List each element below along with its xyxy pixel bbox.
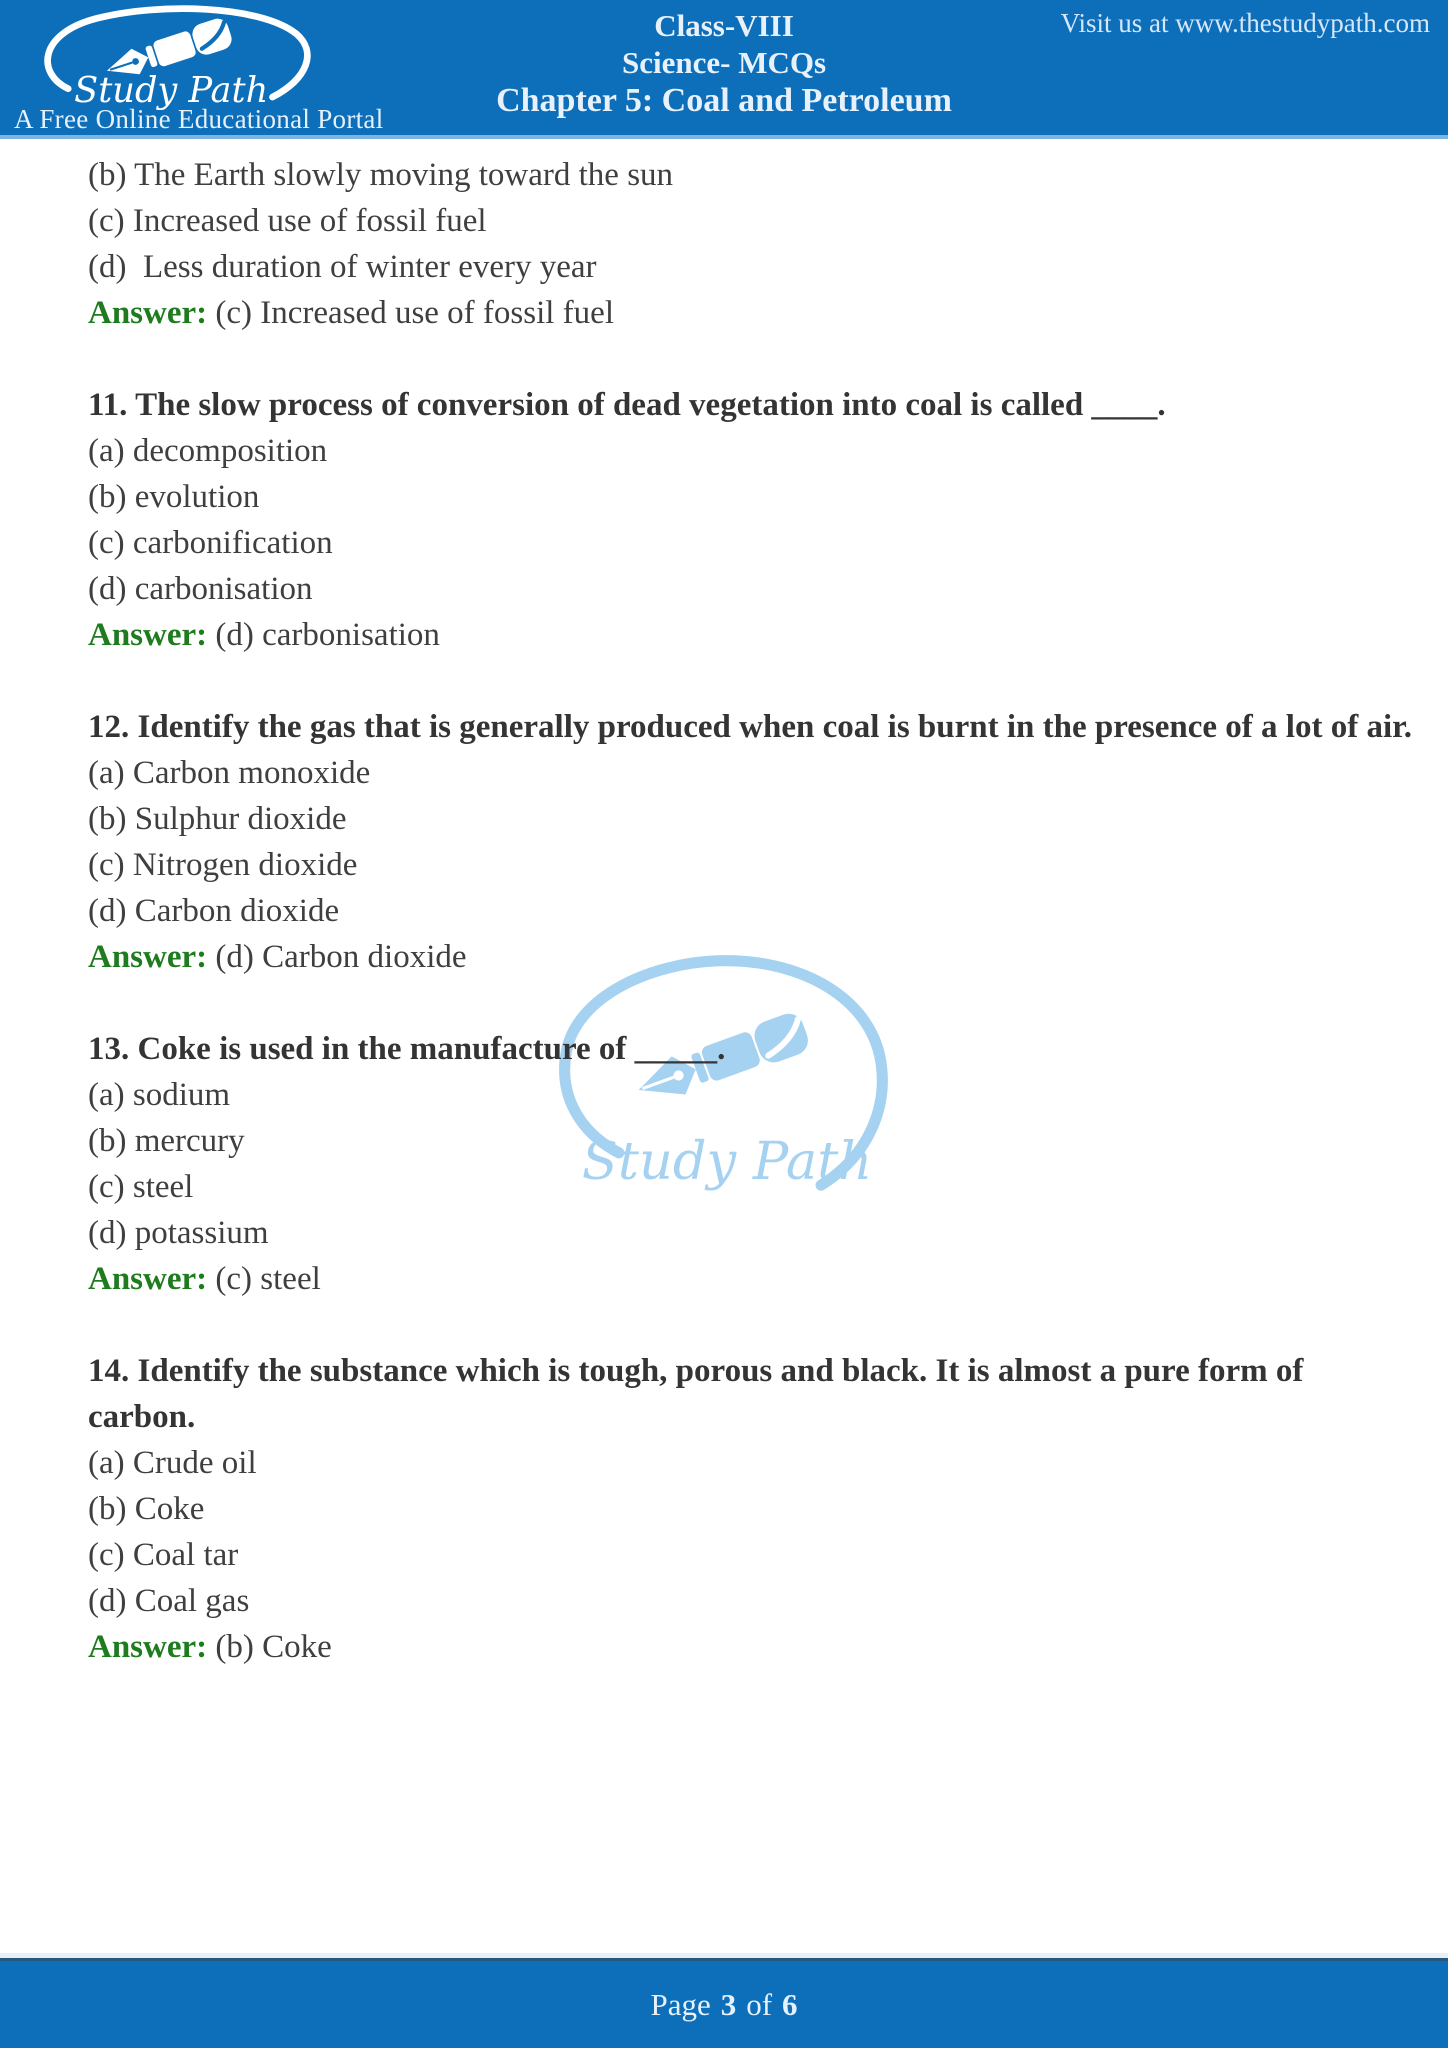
answer-value: (b) Coke [215,1629,332,1665]
answer-value: (c) steel [215,1261,321,1297]
answer-line [88,1624,1413,1670]
question-block [88,1026,1413,1302]
class-title: Class-VIII [654,8,794,43]
option-item: (c) Increased use of fossil fuel [88,203,487,239]
question-text: 14. Identify the substance which is tough, porous and black. It is almost a pure form of carbon. [88,1353,1304,1435]
option-item: (c) carbonification [88,525,333,561]
page-number: 3 [720,1986,737,2022]
of-label: of [746,1986,773,2022]
chapter-title: Chapter 5: Coal and Petroleum [496,82,952,119]
brand-tagline: A Free Online Educational Portal [14,104,384,134]
brand-name: Study Path [74,70,269,112]
answer-line [88,934,1413,980]
option-item: (c) Coal tar [88,1537,239,1573]
document-title [380,7,1068,121]
question-block [88,152,1413,336]
option-item: (d) Less duration of winter every year [88,249,597,285]
subject-title: Science- MCQs [621,45,827,80]
option-item: (b) Sulphur dioxide [88,801,347,837]
question-block [88,704,1413,980]
option-item: (b) mercury [88,1123,245,1159]
option-item: (a) sodium [88,1077,231,1113]
answer-label: Answer: [88,939,208,975]
fountain-pen-icon [16,0,318,113]
answer-line [88,1256,1413,1302]
page-footer [0,1958,1448,2048]
question-text: 11. The slow process of conversion of dead vegetation into coal is called ____. [88,387,1166,423]
answer-value: (c) Increased use of fossil fuel [215,295,614,331]
option-item: (d) Carbon dioxide [88,893,340,929]
total-pages: 6 [782,1986,798,2022]
option-item: (a) Carbon monoxide [88,755,371,791]
question-text: 12. Identify the gas that is generally produced when coal is burnt in the presence of a lot of air. [88,709,1412,745]
page-label: Page [650,1986,711,2022]
answer-value: (d) Carbon dioxide [215,939,467,975]
question-block [88,1348,1413,1670]
option-item: (b) The Earth slowly moving toward the sun [88,157,674,193]
option-item: (b) Coke [88,1491,205,1527]
option-item: (c) steel [88,1169,194,1205]
website-note: Visit us at www.thestudypath.com [1060,8,1430,38]
option-item: (d) potassium [88,1215,269,1251]
option-item: (a) Crude oil [88,1445,257,1481]
watermark-brand: Study Path [581,1131,873,1193]
option-item: (b) evolution [88,479,260,515]
answer-label: Answer: [88,295,208,331]
option-item: (a) decomposition [88,433,328,469]
answer-label: Answer: [88,617,208,653]
option-item: (d) carbonisation [88,571,313,607]
answer-value: (d) carbonisation [215,617,440,653]
question-block [88,382,1413,658]
content-area [88,152,1413,1716]
answer-label: Answer: [88,1261,208,1297]
answer-label: Answer: [88,1629,208,1665]
option-item: (c) Nitrogen dioxide [88,847,358,883]
page-header [0,0,1448,139]
answer-line [88,612,1413,658]
answer-line [88,290,1413,336]
option-item: (d) Coal gas [88,1583,250,1619]
question-text: 13. Coke is used in the manufacture of _____. [88,1031,726,1067]
